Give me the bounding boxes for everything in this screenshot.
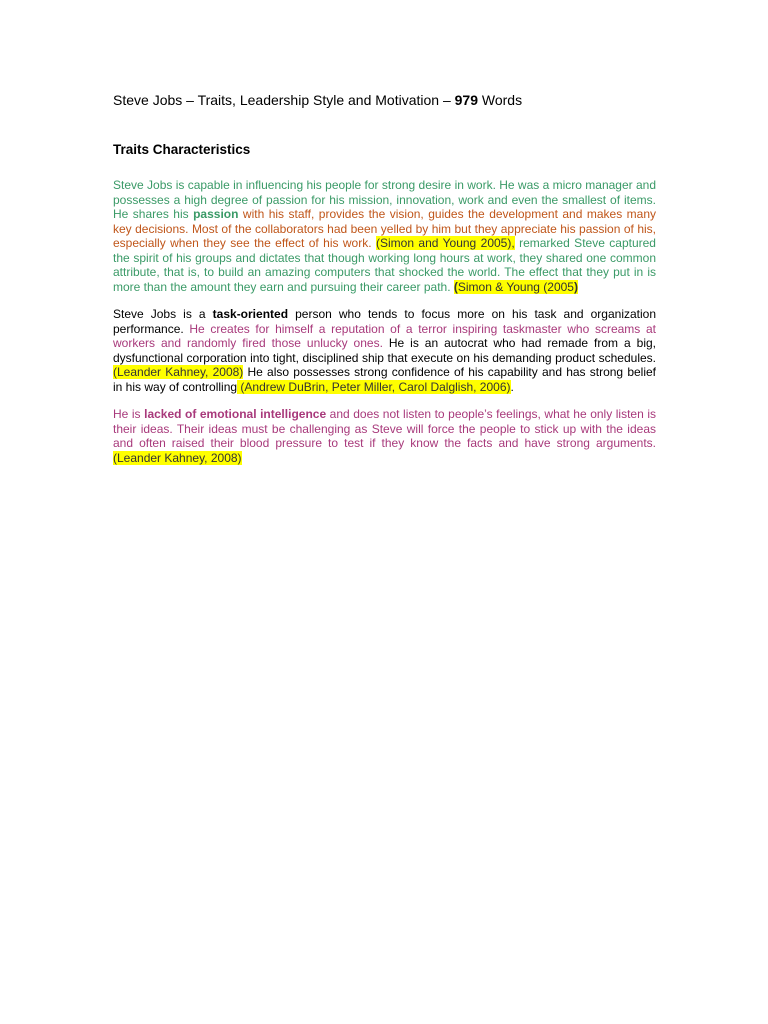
para2-text-2: person who tends to focus more on his task and organization performance.: [113, 307, 657, 336]
paragraph-passion: [113, 178, 656, 294]
paragraph-task-oriented: [113, 307, 656, 394]
citation-simon-young-2: Simon & Young (2005: [457, 279, 574, 294]
citation-simon-young-1: (Simon and Young 2005),: [375, 236, 515, 250]
word-count: 979: [454, 92, 478, 108]
para2-text-3: He creates for himself a reputation of a terror inspiring taskmaster who screams at workers and randomly fired those unlucky ones.: [113, 321, 656, 350]
para1-text-1: Steve Jobs is capable in influencing his people for strong desire in work. He was a micro manager and possesses a high degree of passion for his mission, innovation, work and even the smallest of items. He shares his: [113, 178, 656, 221]
citation-dubrin: (Andrew DuBrin, Peter Miller, Carol Dalglish, 2006): [237, 379, 511, 394]
para3-text-2: and does not listen to people’s feelings, what he only listen is their ideas. Their ideas must be challenging as Steve will force the people to stick up with the ideas and often raised their blood pressure to test if they know the facts and have strong arguments.: [113, 407, 656, 450]
para2-text-1: Steve Jobs is a: [113, 307, 213, 321]
para1-text-2: with his staff, provides the vision, guides the development and makes many key decisions. Most of the collaborators had been yelled by him but they appreciate his passion of his, especially when they see the effect of his work.: [113, 207, 657, 250]
citation-kahney-1: (Leander Kahney, 2008): [113, 365, 244, 379]
para2-text-5: He also possesses strong confidence of his capability and has strong belief in his way of controlling: [113, 365, 657, 394]
citation-open-paren: (: [453, 279, 458, 294]
para3-lacked-keyword: lacked of emotional intelligence: [144, 407, 327, 421]
paragraph-emotional-intelligence: [113, 407, 656, 465]
para2-task-keyword: task-oriented: [212, 307, 289, 321]
para1-passion-keyword: passion: [193, 207, 239, 221]
para2-text-6: .: [510, 379, 514, 394]
para1-text-3: remarked Steve captured the spirit of his groups and dictates that though working long hours at work, they shared one common attribute, that is, to build an amazing computers that shocked the world. The effect that they put in is more than the amount they earn and pursuing their career path.: [113, 236, 656, 294]
para2-text-4: He is an autocrat who had remade from a big, dysfunctional corporation into tight, disciplined ship that execute on his demanding product schedules.: [113, 336, 656, 365]
document-content: [113, 88, 656, 465]
section-heading: Traits Characteristics: [113, 142, 251, 157]
citation-kahney-2: (Leander Kahney, 2008): [113, 450, 242, 465]
para3-text-1: He is: [113, 407, 145, 421]
title-prefix: Steve Jobs – Traits, Leadership Style and Motivation –: [113, 92, 455, 108]
document-title: [113, 88, 656, 112]
citation-close-paren: ): [573, 279, 578, 294]
title-suffix: Words: [478, 92, 523, 108]
